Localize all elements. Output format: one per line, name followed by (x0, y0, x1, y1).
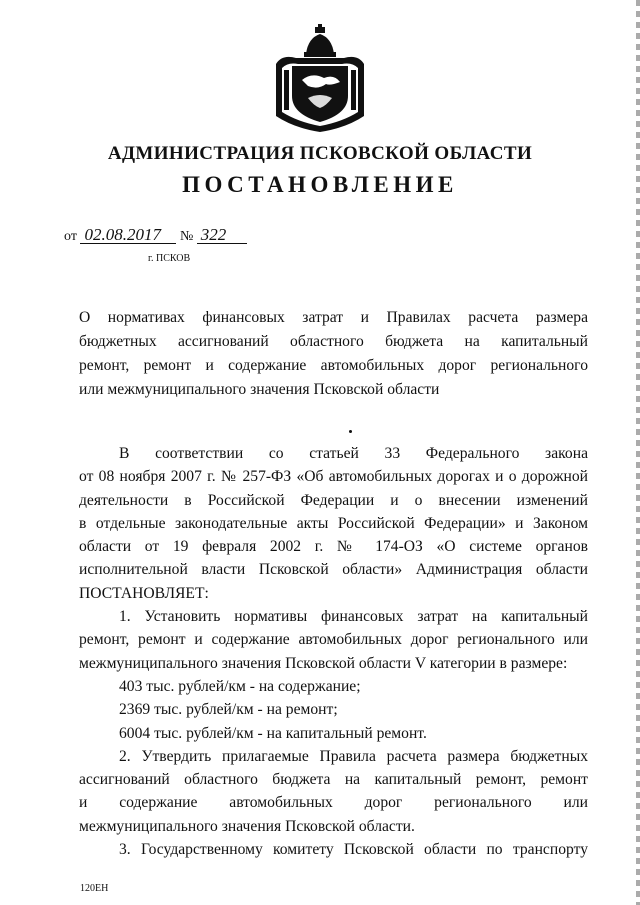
body-line: 2. Утвердить прилагаемые Правила расчета размера бюджетных (119, 747, 588, 765)
body-line: деятельности в Российской Федерации и о внесении изменений (79, 491, 588, 509)
document-type: ПОСТАНОВЛЕНИЕ (182, 172, 458, 197)
body-line: в отдельные законодательные акты Российской Федерации» и Законом (79, 514, 588, 532)
body-line: и содержание автомобильных дорог регионального или (79, 794, 588, 812)
body-line: от 08 ноября 2007 г. № 257-ФЗ «Об автомобильных дорогах и о дорожной (79, 468, 588, 486)
footer-code: 120ЕН (80, 883, 109, 894)
document-body (79, 442, 588, 861)
body-line: межмуниципального значения Псковской области V категории в размере: (79, 654, 568, 672)
body-line: межмуниципального значения Псковской области. (79, 817, 415, 835)
title-line: или межмуниципального значения Псковской области (79, 381, 440, 398)
scan-edge (636, 0, 640, 905)
body-line: области от 19 февраля 2002 г. № 174-ОЗ «О системе органов (79, 538, 588, 556)
body-line: 3. Государственному комитету Псковской области по транспорту (119, 841, 588, 859)
handwritten-date: 02.08.2017 (80, 226, 176, 244)
title-line: бюджетных ассигнований областного бюджета на капитальный (79, 333, 588, 350)
pskov-region-coat-of-arms-icon (268, 24, 372, 132)
document-title (79, 306, 588, 402)
body-line: 2369 тыс. рублей/км - на ремонт; (119, 701, 338, 719)
body-line: 1. Установить нормативы финансовых затрат на капитальный (119, 608, 588, 626)
body-line: ремонт, ремонт и содержание автомобильных дорог регионального или (79, 631, 588, 649)
date-prefix: от (64, 229, 77, 244)
handwritten-number: 322 (197, 226, 247, 244)
number-prefix: № (179, 229, 194, 244)
organization-name: АДМИНИСТРАЦИЯ ПСКОВСКОЙ ОБЛАСТИ (107, 143, 533, 164)
body-line: 403 тыс. рублей/км - на содержание; (119, 677, 361, 695)
scan-speck (349, 430, 352, 433)
body-line: 6004 тыс. рублей/км - на капитальный ремонт. (119, 724, 427, 742)
title-line: О нормативах финансовых затрат и Правилах расчета размера (79, 309, 588, 326)
body-line: В соответствии со статьей 33 Федерального закона (119, 445, 588, 462)
body-line: исполнительной власти Псковской области» Администрация области (79, 561, 588, 579)
body-line: ассигнований областного бюджета на капитальный ремонт, ремонт (79, 771, 588, 789)
registration-line (64, 226, 247, 246)
title-line: ремонт, ремонт и содержание автомобильных дорог регионального (79, 357, 588, 374)
body-line: ПОСТАНОВЛЯЕТ: (79, 584, 209, 602)
city-label: г. ПСКОВ (148, 253, 191, 264)
